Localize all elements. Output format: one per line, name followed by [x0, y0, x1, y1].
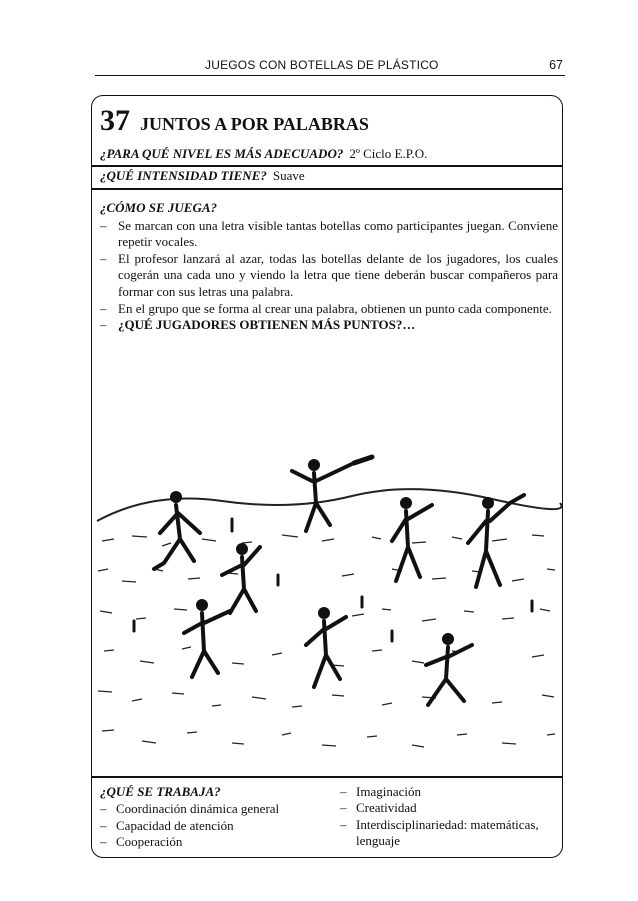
game-number: 37: [100, 104, 130, 137]
page-number: 67: [549, 58, 563, 72]
worked-item: – Cooperación: [100, 834, 183, 850]
rule-item-final-question: – ¿QUÉ JUGADORES OBTIENEN MÁS PUNTOS?…: [100, 317, 416, 333]
worked-right-column: [340, 784, 562, 850]
game-title: JUNTOS A POR PALABRAS: [140, 114, 369, 134]
intensity-answer: Suave: [272, 168, 305, 183]
rule-item: – Se marcan con una letra visible tantas botellas como participantes juegan. Conviene repetir vocales.: [100, 217, 558, 250]
intensity-question: ¿QUÉ INTENSIDAD TIENE?: [100, 168, 267, 183]
level-question: ¿PARA QUÉ NIVEL ES MÁS ADECUADO?: [100, 146, 344, 161]
worked-item: – Imaginación: [340, 784, 421, 799]
game-card: [91, 95, 563, 858]
section-divider: [92, 776, 562, 778]
rule-item: – En el grupo que se forma al crear una palabra, obtienen un punto cada componente.: [100, 300, 552, 316]
worked-item: – Creatividad: [340, 800, 417, 816]
section-divider: [92, 165, 562, 167]
what-is-worked-question: ¿QUÉ SE TRABAJA?: [100, 784, 221, 799]
rule-item: – El profesor lanzará al azar, todas las botellas delante de los jugadores, los cuales cogerán una cada uno y viendo la letra que tiene deberán buscar compañeros para formar con sus letras una palabra.: [100, 250, 558, 299]
level-line: [100, 146, 427, 162]
running-header: [95, 58, 565, 76]
worked-left-column: [100, 784, 335, 851]
worked-item: – Capacidad de atención: [100, 817, 234, 833]
how-to-play-question: ¿CÓMO SE JUEGA?: [100, 200, 218, 215]
worked-item: – Coordinación dinámica general: [100, 801, 280, 817]
intensity-line: [100, 168, 305, 184]
header-rule: [95, 75, 565, 76]
worked-item: – Interdisciplinariedad: matemáticas, lenguaje: [340, 816, 539, 849]
players-running-with-bottles-illustration: [92, 451, 562, 759]
how-to-play-section: [100, 200, 558, 334]
section-divider: [92, 188, 562, 190]
running-title: JUEGOS CON BOTELLAS DE PLÁSTICO: [205, 58, 439, 72]
level-answer: 2º Ciclo E.P.O.: [349, 146, 428, 161]
game-heading: [100, 104, 369, 138]
